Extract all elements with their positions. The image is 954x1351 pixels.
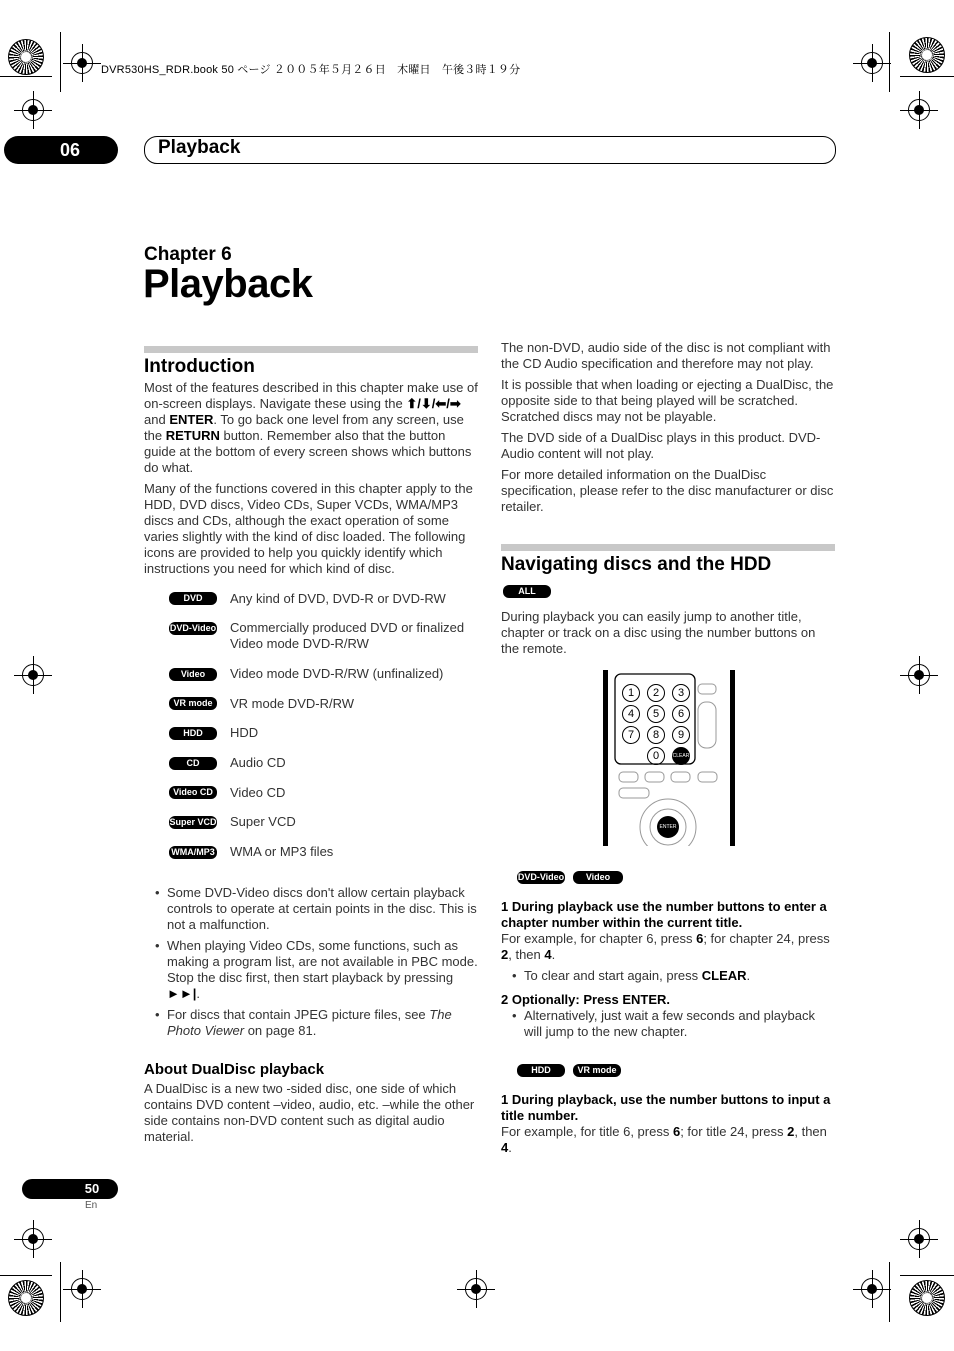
badge-video-mode: Video mode [573, 871, 623, 884]
registration-mark [22, 1228, 44, 1250]
note-item: • Some DVD-Video discs don't allow certain playback controls to operate at certain points in the disc. This is not a malfunction. [153, 885, 478, 933]
step-2-title: 2 Optionally: Press ENTER. [501, 992, 671, 1007]
step-1-title: 1 During playback use the number buttons to enter a chapter number within the current title. [501, 899, 827, 930]
header-bar [144, 136, 836, 164]
chapter-label: Chapter 6 [144, 244, 232, 265]
dualdisc-paragraph-4: The DVD side of a DualDisc plays in this product. DVD-Audio content will not play. [501, 430, 821, 461]
badge-video-cd: Video CD [169, 786, 217, 799]
crop-line [0, 76, 52, 77]
remote-key: 2 [647, 684, 665, 702]
registration-mark [908, 664, 930, 686]
crop-line [889, 1262, 890, 1322]
badge-cd: CD [169, 757, 217, 770]
registration-mark [71, 1278, 93, 1300]
icon-desc-video-mode: Video mode DVD-R/RW (unfinalized) [230, 666, 444, 681]
dualdisc-heading: About DualDisc playback [144, 1061, 325, 1078]
title-steps [501, 1092, 835, 1161]
crop-line [900, 1275, 954, 1276]
remote-key: 7 [622, 726, 640, 744]
badge-video-mode: Video mode [169, 668, 217, 681]
intro-paragraph-1: Most of the features described in this chapter make use of on-screen displays. Navigate these using the ⬆/⬇/⬅/➡ and ENTER. To go back one level from any screen, use the RETURN button. Remember also that the button guide at the bottom of every screen shows which buttons do what. [144, 380, 478, 475]
crop-line [0, 1275, 52, 1276]
dualdisc-paragraph-2: The non-DVD, audio side of the disc is not compliant with the CD Audio specification and therefore may not play. [501, 340, 831, 371]
dualdisc-paragraph-3: It is possible that when loading or ejecting a DualDisc, the opposite side to that being played will be scratched. Scratched discs may not be playable. [501, 377, 834, 424]
dualdisc-paragraph-5: For more detailed information on the DualDisc specification, please refer to the disc manufacturer or disc retailer. [501, 467, 834, 514]
title-step-1-title: 1 During playback, use the number buttons to input a title number. [501, 1092, 831, 1123]
step-1-text: For example, for chapter 6, press 6; for chapter 24, press 2, then 4. [501, 931, 830, 962]
chapter-title: Playback [143, 262, 313, 306]
notes-list [153, 885, 478, 1044]
section-rule [144, 346, 478, 353]
registration-mark [465, 1278, 487, 1300]
chapter-tab: 06 [4, 136, 118, 164]
dualdisc-text-left [144, 1081, 478, 1150]
step-1-bullet: • To clear and start again, press CLEAR. [510, 968, 835, 984]
remote-illustration [602, 670, 736, 846]
remote-key: 9 [672, 726, 690, 744]
remote-key: 5 [647, 705, 665, 723]
registration-mark [71, 52, 93, 74]
intro-heading: Introduction [144, 356, 255, 377]
crop-line [900, 76, 954, 77]
title-step-1-text: For example, for title 6, press 6; for title 24, press 2, then 4. [501, 1124, 827, 1155]
crop-sun-mark-top-right [909, 37, 945, 73]
remote-key: 6 [672, 705, 690, 723]
icon-desc-hdd: HDD [230, 725, 259, 740]
badge-dvd-video: DVD-Video [169, 623, 217, 633]
remote-key: 0 [647, 747, 665, 765]
registration-mark [861, 1278, 883, 1300]
badge-vr-mode: VR mode [169, 697, 217, 710]
registration-mark [22, 99, 44, 121]
badge-super-vcd: Super VCD [169, 817, 217, 827]
badge-all: ALL [503, 585, 551, 598]
badge-hdd: HDD [517, 1064, 565, 1077]
icon-desc-dvd-video: Commercially produced DVD or finalized Video mode DVD-R/RW [230, 620, 465, 651]
step-2-bullet: • Alternatively, just wait a few seconds and playback will jump to the new chapter. [510, 1008, 835, 1040]
remote-clear-key: CLEAR [672, 747, 690, 765]
icon-desc-video-cd: Video CD [230, 785, 286, 800]
note-item: • When playing Video CDs, some functions, such as making a program list, are not available in PBC mode. Stop the disc first, then start playback by pressing ►►|. [153, 938, 478, 1002]
remote-key: 8 [647, 726, 665, 744]
badge-dvd: DVD [169, 592, 217, 605]
nav-intro: During playback you can easily jump to another title, chapter or track on a disc using the number buttons on the remote. [501, 609, 816, 656]
chapter-steps [501, 899, 835, 1045]
badge-wma-mp3: WMA/MP3 [169, 846, 217, 859]
intro-paragraph-2: Many of the functions covered in this chapter apply to the HDD, DVD discs, Video CDs, Super VCDs, WMA/MP3 discs and CDs, although the exact operation of some varies slightly with the kind of disc loaded. The following icons are provided to help you quickly identify which instructions you need for which kind of disc. [144, 481, 473, 576]
note-item: • For discs that contain JPEG picture files, see The Photo Viewer on page 81. [153, 1007, 478, 1039]
badge-vr-mode: VR mode [573, 1064, 621, 1077]
badge-hdd: HDD [169, 727, 217, 740]
registration-mark [908, 1228, 930, 1250]
icon-desc-dvd: Any kind of DVD, DVD-R or DVD-RW [230, 591, 446, 606]
crop-sun-mark-bottom-left [8, 1280, 44, 1316]
registration-mark [861, 52, 883, 74]
remote-enter-key: ENTER [657, 816, 679, 838]
remote-key: 3 [672, 684, 690, 702]
dualdisc-paragraph-1: A DualDisc is a new two -sided disc, one side of which contains DVD content –video, audio, etc. –while the other side contains non-DVD content such as digital audio material. [144, 1081, 475, 1144]
badge-dvd-video: DVD-Video [517, 872, 565, 882]
crop-sun-mark-bottom-right [909, 1280, 945, 1316]
crop-line [889, 32, 890, 92]
page-number: 50 [22, 1179, 118, 1199]
registration-mark [908, 99, 930, 121]
registration-mark [22, 664, 44, 686]
icon-desc-cd: Audio CD [230, 755, 286, 770]
page-language: En [85, 1200, 98, 1211]
nav-heading: Navigating discs and the HDD [501, 554, 772, 575]
crop-line [60, 1262, 61, 1322]
icon-desc-wma-mp3: WMA or MP3 files [230, 844, 334, 859]
icon-desc-vr-mode: VR mode DVD-R/RW [230, 696, 355, 711]
crop-line [60, 32, 61, 92]
header-title: Playback [158, 137, 241, 158]
file-header: DVR530HS_RDR.book 50 ページ ２００５年５月２６日 木曜日 午後３時１９分 [101, 64, 521, 76]
crop-sun-mark-top-left [8, 39, 44, 75]
section-rule [501, 544, 835, 551]
remote-key: 4 [622, 705, 640, 723]
icon-desc-super-vcd: Super VCD [230, 814, 296, 829]
dualdisc-text-right [501, 340, 835, 520]
intro-text [144, 380, 478, 582]
remote-key: 1 [622, 684, 640, 702]
